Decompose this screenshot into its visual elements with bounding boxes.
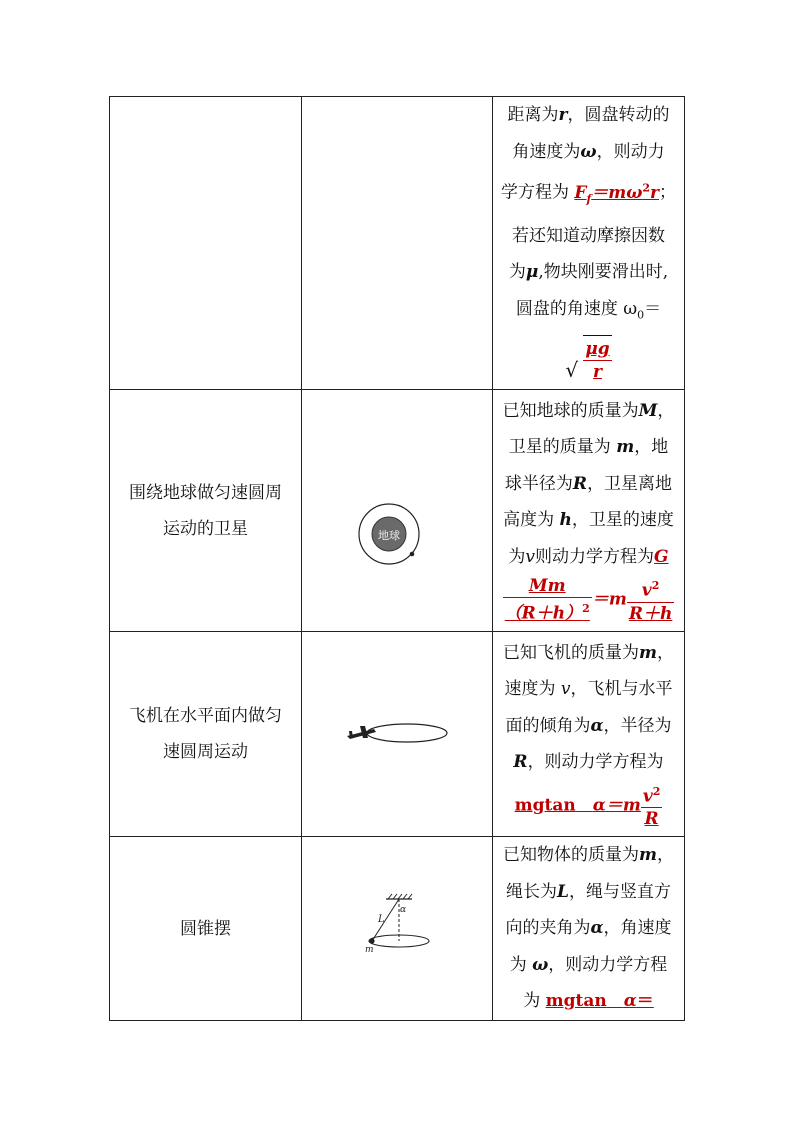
conical-pendulum-diagram (302, 839, 492, 1019)
label-alpha: α (400, 904, 407, 915)
diagram-cell (302, 632, 493, 837)
airplane-orbit-diagram (302, 634, 492, 834)
diagram-cell (302, 390, 493, 632)
earth-label: 地球 (378, 529, 400, 542)
table-row (110, 632, 685, 837)
answer-satellite: $\frac{Mm}{(R+h)^2}$ ＝m $\frac{v^2}{R+h}$ (504, 576, 673, 625)
table-row (110, 390, 685, 632)
row-name-cell (110, 97, 302, 390)
label-m: m (365, 944, 374, 955)
row-name-cell: 围绕地球做匀速圆周 运动的卫星 (110, 390, 302, 632)
satellite-orbit-diagram (302, 391, 492, 631)
diagram-cell (302, 97, 493, 390)
answer-pendulum: mgtan α＝ (545, 991, 654, 1012)
row1-description: 距离为r，圆盘转动的 角速度为ω，则动力 学方程为 $F_f=m\omega^2r$； 若还知道动摩擦因数 为μ,物块刚要滑出时, 圆盘的角速度 $\omega_0=$ √ $\frac{\mu g}{r}$ (500, 105, 677, 383)
desc-cell (493, 632, 685, 837)
table-row (110, 97, 685, 390)
row4-description: 已知物体的质量为m， 绳长为L，绳与竖直方 向的夹角为α，角速度 为 ω，则动力学方程 为 mgtan α＝ (503, 845, 674, 1012)
answer-friction: $F_f=m\omega^2r$ (574, 181, 660, 206)
table-row (110, 837, 685, 1021)
row2-description: 已知地球的质量为M， 卫星的质量为 m，地 球半径为R，卫星离地 高度为 h，卫星的速度 为v则动力学方程为G $\frac{Mm}{(R+h)^2}$ ＝m $\frac{v^2}{R+h}$ (493, 393, 684, 629)
diagram-cell (302, 837, 493, 1021)
label-L: L (378, 913, 385, 925)
row3-description: 已知飞机的质量为m， 速度为 v，飞机与水平 面的倾角为α，半径为 R，则动力学方程为 mgtan α＝m $\frac{v^2}{R}$ (493, 635, 684, 835)
desc-cell (493, 97, 685, 390)
desc-cell (493, 837, 685, 1021)
row-name-cell: 飞机在水平面内做匀 速圆周运动 (110, 632, 302, 837)
desc-cell (493, 390, 685, 632)
physics-table (109, 96, 685, 1021)
satellite-dot (410, 552, 415, 557)
sqrt-answer: √ $\frac{\mu g}{r}$ (565, 335, 611, 383)
row-name-cell: 圆锥摆 (110, 837, 302, 1021)
pendulum-bob (369, 938, 374, 943)
answer-airplane: mgtan α＝m $\frac{v^2}{R}$ (497, 781, 680, 835)
